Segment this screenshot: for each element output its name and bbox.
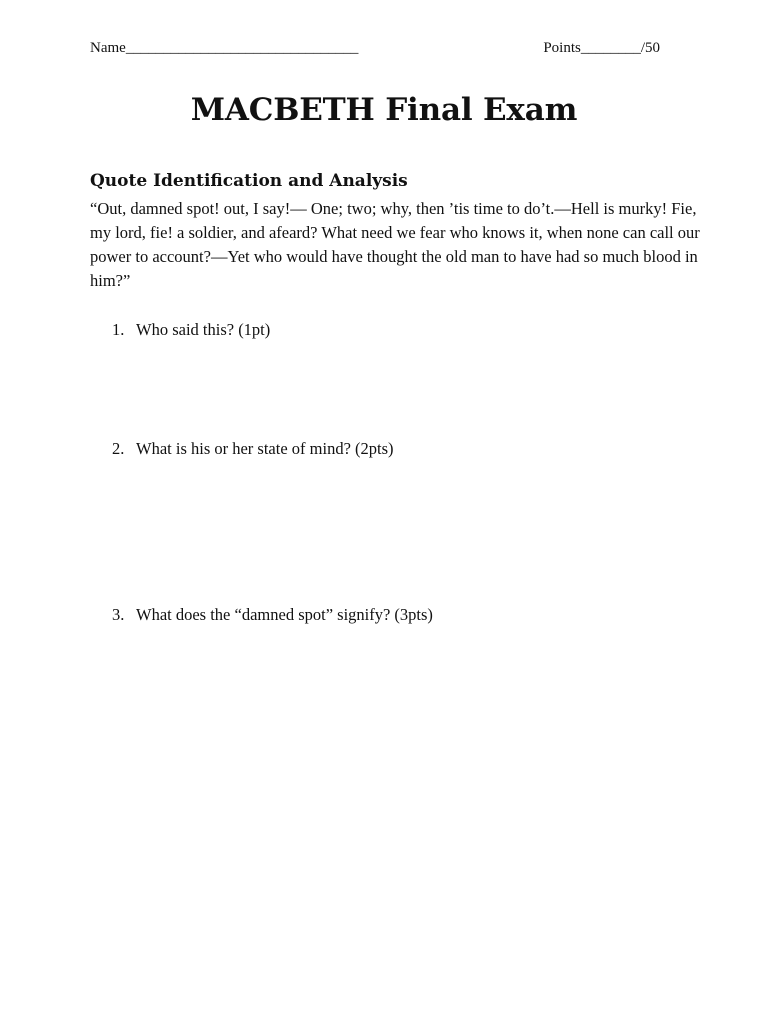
- question-text: What does the “damned spot” signify? (3pts): [136, 605, 433, 624]
- quote-text: “Out, damned spot! out, I say!— One; two; why, then ’tis time to do’t.—Hell is murky! Fie, my lord, fie! a soldier, and afeard? What need we fear who knows it, when none can call our power to account?—Yet who would have thought the old man to have had so much blood in him?”: [90, 199, 700, 290]
- page-title: MACBETH Final Exam: [190, 92, 578, 128]
- question-1: [112, 320, 270, 340]
- question-text: Who said this? (1pt): [136, 320, 271, 339]
- question-number: 2.: [112, 439, 125, 458]
- question-number: 1.: [112, 320, 125, 339]
- question-2: [112, 439, 394, 459]
- question-text: What is his or her state of mind? (2pts): [136, 439, 394, 458]
- exam-header: [90, 40, 660, 62]
- name-line: Name_______________________________: [90, 40, 359, 56]
- question-number: 3.: [112, 605, 125, 624]
- points-line: Points________/50: [543, 40, 660, 56]
- section-heading: Quote Identification and Analysis: [90, 171, 408, 191]
- question-3: [112, 605, 433, 625]
